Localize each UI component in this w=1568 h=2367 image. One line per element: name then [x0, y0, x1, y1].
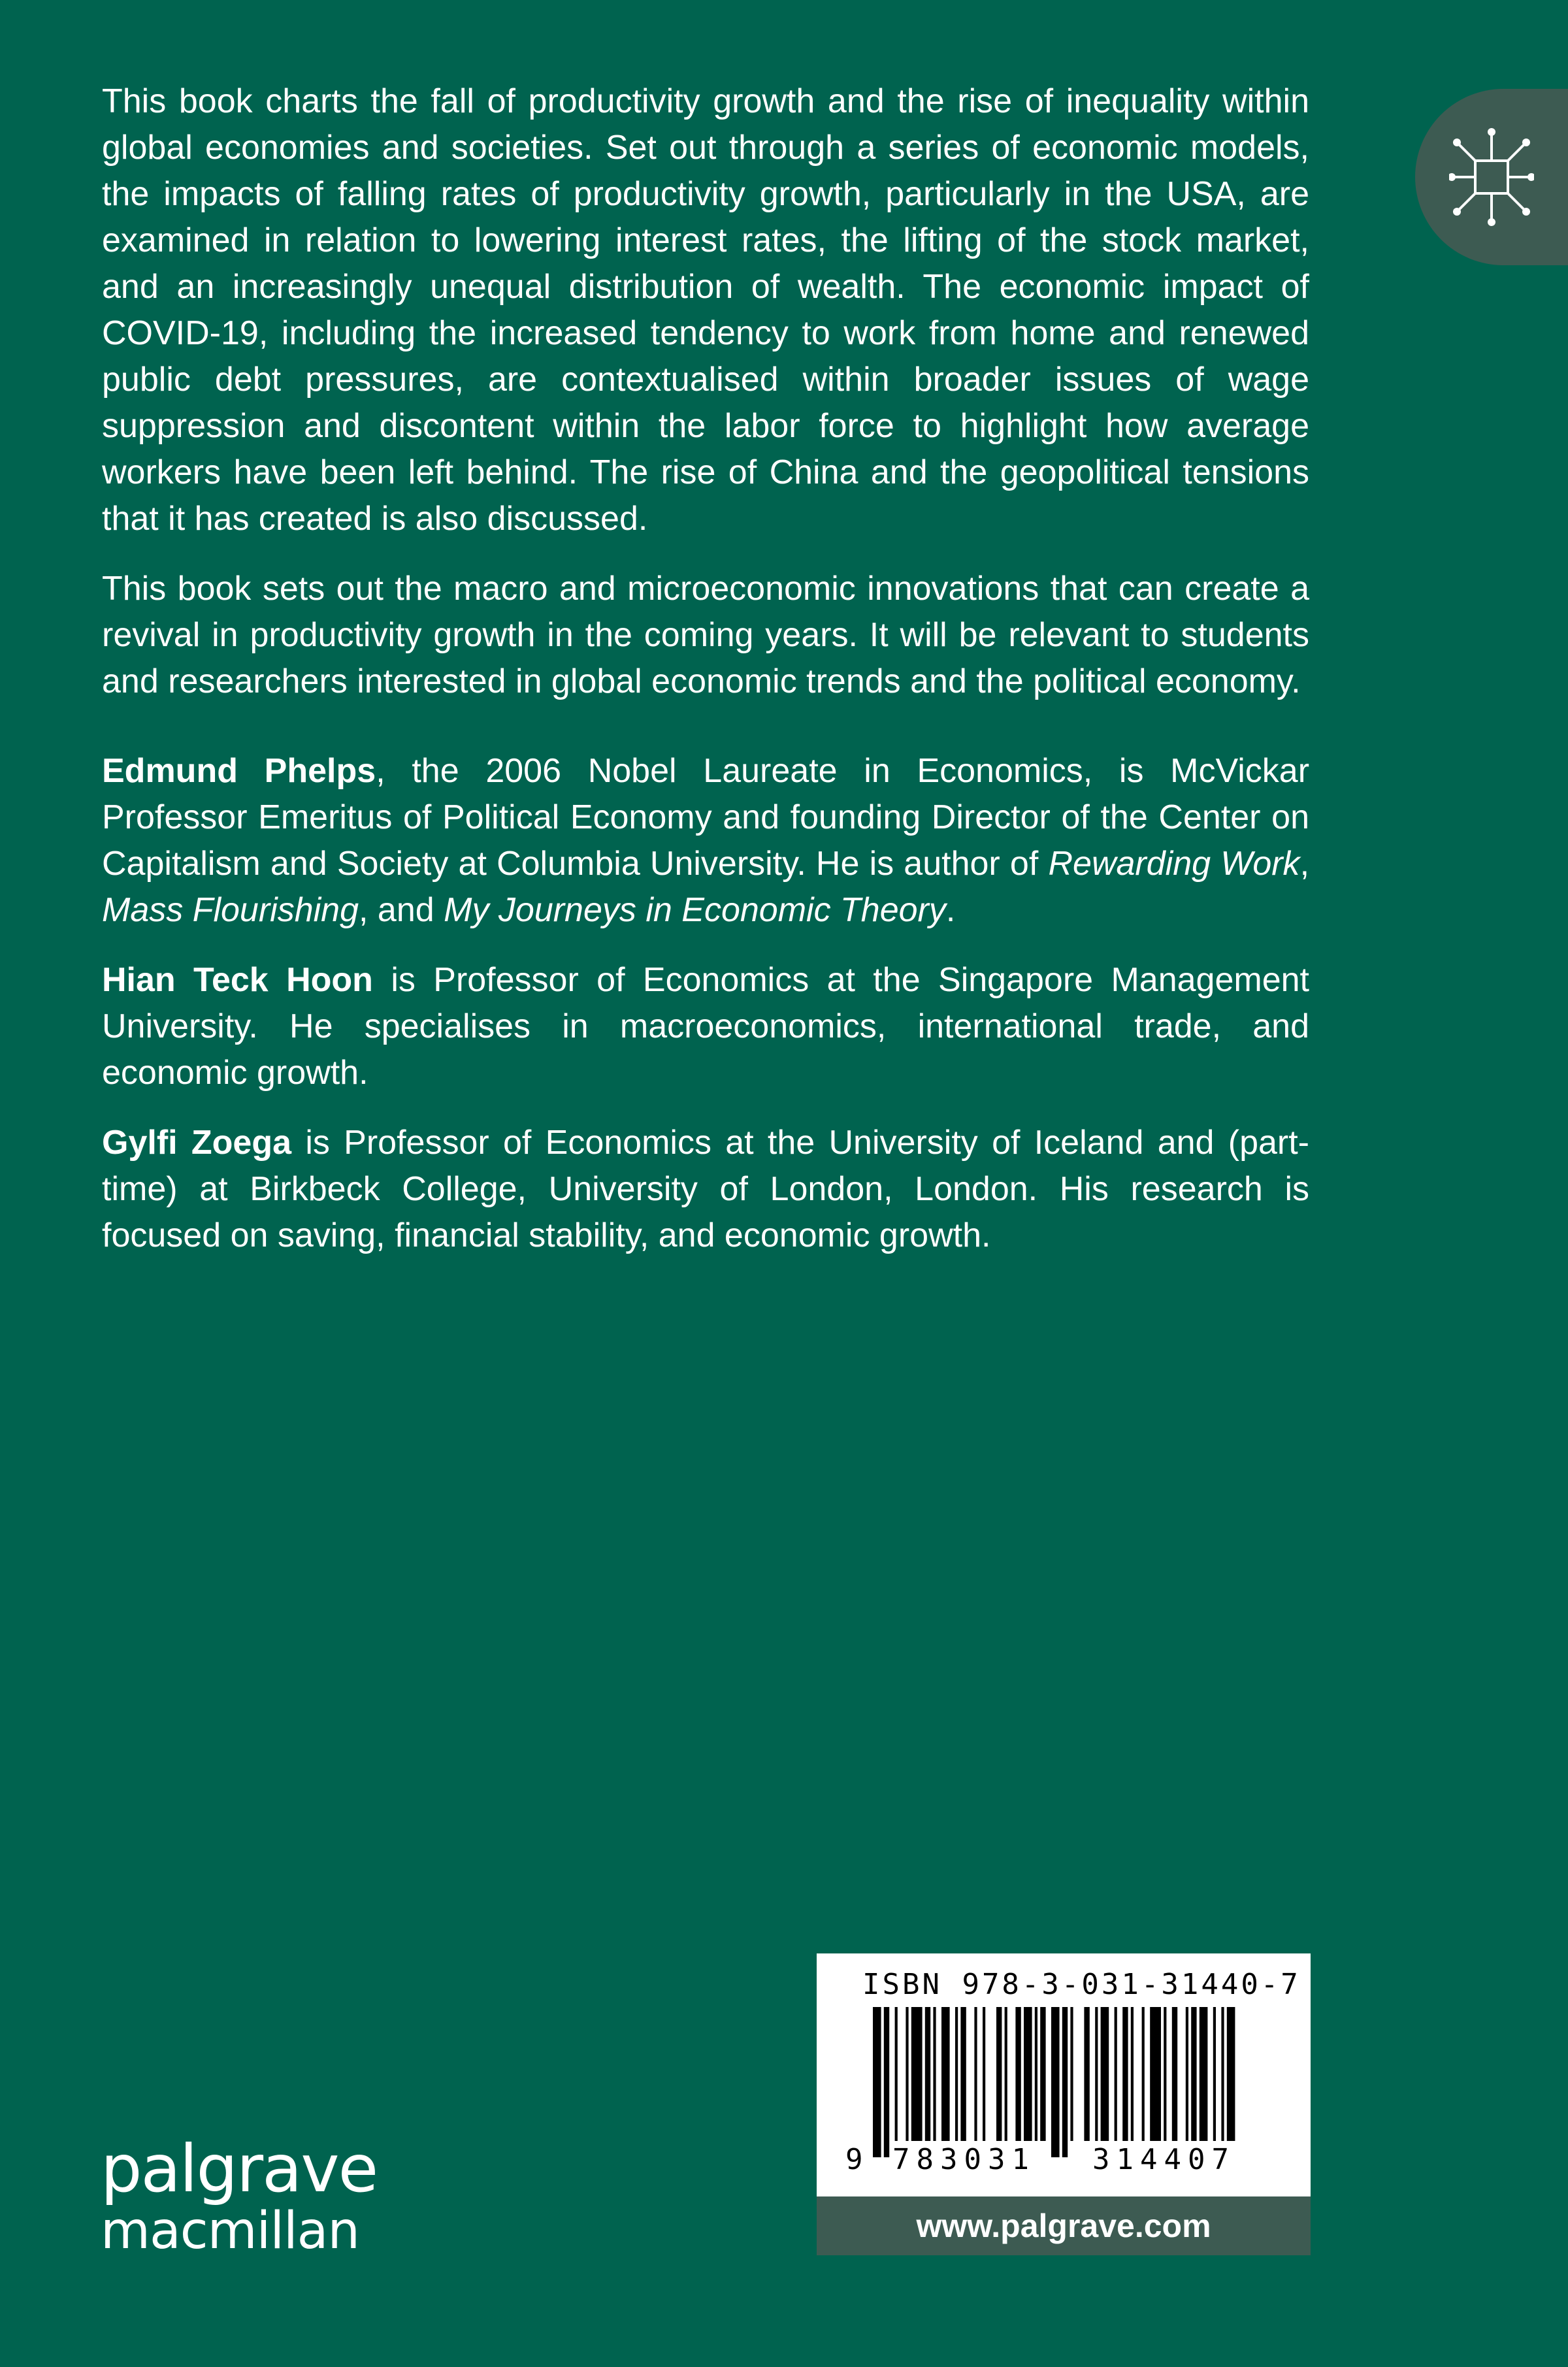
author-bio-hoon: Hian Teck Hoon is Professor of Economics at the Singapore Management University. He specialises in macroeconomics, international trade, and economic growth. [102, 961, 1309, 1092]
palgrave-network-icon [1449, 123, 1534, 231]
barcode-bar [895, 2007, 898, 2141]
publisher-wordmark [101, 2130, 378, 2261]
barcode-bar [974, 2007, 977, 2141]
publisher-name-line2: macmillan [101, 2202, 359, 2261]
barcode-bar [911, 2007, 923, 2141]
barcode-bar [1024, 2007, 1032, 2141]
isbn-barcode [817, 1953, 1311, 2196]
barcode-bar [1150, 2007, 1161, 2141]
barcode-bar [933, 2007, 936, 2141]
barcode-bar [941, 2007, 950, 2141]
barcode-bar [983, 2007, 985, 2141]
barcode-bar [925, 2007, 930, 2141]
book-title: My Journeys in Economic Theory [444, 891, 946, 929]
description-paragraph-1: This book charts the fall of productivity growth and the rise of inequality within global economies and societies. Set out through a series of economic models, the impacts of falling rates of productivity growth, particularly in the USA, are examined in relation to lowering interest rates, the lifting of the stock market, and an increasingly unequal distribution of wealth. The economic impact of COVID-19, including the increased tendency to work from home and renewed public debt pressures, are contextualised within broader issues of wage suppression and discontent within the labor force to highlight how average workers have been left behind. The rise of China and the geopolitical tensions that it has created is also discussed. [102, 82, 1309, 538]
barcode-bar [1191, 2007, 1196, 2141]
barcode-bar [1051, 2007, 1060, 2157]
barcode-bar [1005, 2007, 1007, 2141]
barcode-digits-left: 783031 [892, 2143, 1036, 2176]
barcode-bar [1200, 2007, 1208, 2141]
back-cover-text [102, 78, 1309, 1282]
barcode-bar [1035, 2007, 1037, 2141]
barcode-bar [873, 2007, 881, 2157]
barcode-bar [1122, 2007, 1128, 2141]
author-bio-phelps: Edmund Phelps, the 2006 Nobel Laureate in Economics, is McVickar Professor Emeritus of Political Economy and founding Director of the Center on Capitalism and Society at Columbia University. He is author of Rewarding Work, Mass Flourishing, and My Journeys in Economic Theory. [102, 752, 1310, 929]
barcode-bars [873, 2007, 1271, 2157]
book-title: Rewarding Work [1048, 845, 1300, 883]
barcode-bar [906, 2007, 908, 2141]
author-bio-zoega: Gylfi Zoega is Professor of Economics at the University of Iceland and (part-time) at Birkbeck College, University of London, London. His research is focused on saving, financial stability, and economic growth. [102, 1124, 1310, 1254]
barcode-bar [1115, 2007, 1117, 2141]
barcode-bar [1040, 2007, 1045, 2141]
barcode-bar [955, 2007, 958, 2141]
barcode-digit-lead: 9 [845, 2143, 863, 2176]
barcode-bar [1015, 2007, 1021, 2141]
barcode-bar [1084, 2007, 1089, 2141]
barcode-bar [1221, 2007, 1224, 2141]
isbn-label: ISBN 978-3-031-31440-7 [862, 1968, 1301, 2001]
barcode-bar [1227, 2007, 1235, 2141]
book-title: Mass Flourishing [102, 891, 359, 929]
author-name: Hian Teck Hoon [102, 961, 373, 999]
author-name: Gylfi Zoega [102, 1124, 292, 1162]
barcode-bar [884, 2007, 889, 2157]
barcode-bar [1101, 2007, 1109, 2141]
author-name: Edmund Phelps [102, 752, 376, 790]
barcode-bar [1186, 2007, 1188, 2141]
description-paragraph-2: This book sets out the macro and microeconomic innovations that can create a revival in productivity growth in the coming years. It will be relevant to students and researchers interested in global economic trends and the political economy. [102, 570, 1309, 700]
barcode-bar [996, 2007, 1002, 2141]
barcode-bar [1164, 2007, 1166, 2141]
barcode-bar [1213, 2007, 1216, 2141]
barcode-bar [1172, 2007, 1177, 2141]
publisher-logo-tab [1415, 89, 1568, 265]
publisher-website: www.palgrave.com [817, 2196, 1311, 2255]
publisher-name-line1: palgrave [101, 2130, 378, 2207]
barcode-bar [1095, 2007, 1098, 2141]
barcode-bar [960, 2007, 966, 2141]
barcode-bar [1131, 2007, 1134, 2141]
barcode-bar [1070, 2007, 1073, 2141]
barcode-bar [1062, 2007, 1068, 2157]
barcode-digits-right: 314407 [1092, 2143, 1235, 2176]
barcode-bar [1142, 2007, 1145, 2141]
